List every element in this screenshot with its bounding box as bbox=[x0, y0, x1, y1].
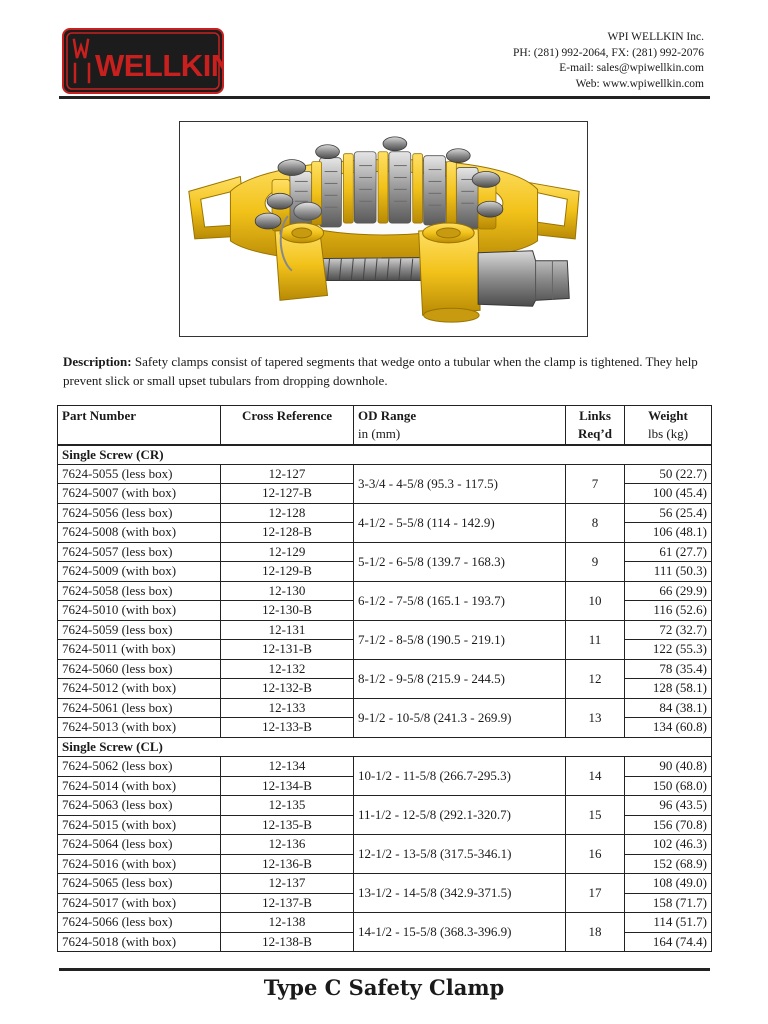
cell-links: 13 bbox=[566, 698, 625, 737]
cell-part-number: 7624-5057 (less box) bbox=[58, 542, 221, 562]
cell-weight: 84 (38.1) bbox=[625, 698, 712, 718]
cell-part-number: 7624-5055 (less box) bbox=[58, 464, 221, 484]
product-photo bbox=[179, 121, 588, 337]
cell-weight: 90 (40.8) bbox=[625, 757, 712, 777]
cell-od-range: 5-1/2 - 6-5/8 (139.7 - 168.3) bbox=[354, 542, 566, 581]
cell-weight: 122 (55.3) bbox=[625, 640, 712, 660]
cell-part-number: 7624-5063 (less box) bbox=[58, 796, 221, 816]
cell-weight: 114 (51.7) bbox=[625, 913, 712, 933]
header-part-number: Part Number bbox=[58, 406, 221, 445]
cell-part-number: 7624-5059 (less box) bbox=[58, 620, 221, 640]
cell-weight: 150 (68.0) bbox=[625, 776, 712, 796]
cell-cross-reference: 12-131-B bbox=[221, 640, 354, 660]
footer-divider bbox=[59, 968, 710, 971]
logo-text: WELLKIN bbox=[95, 48, 224, 83]
cell-links: 10 bbox=[566, 581, 625, 620]
cell-links: 7 bbox=[566, 464, 625, 503]
cell-part-number: 7624-5017 (with box) bbox=[58, 893, 221, 913]
table-section-row bbox=[58, 445, 712, 465]
table-row bbox=[58, 542, 712, 562]
cell-od-range: 11-1/2 - 12-5/8 (292.1-320.7) bbox=[354, 796, 566, 835]
cell-weight: 100 (45.4) bbox=[625, 484, 712, 504]
cell-links: 11 bbox=[566, 620, 625, 659]
cell-weight: 78 (35.4) bbox=[625, 659, 712, 679]
table-row bbox=[58, 620, 712, 640]
header-divider bbox=[59, 96, 710, 99]
cell-od-range: 3-3/4 - 4-5/8 (95.3 - 117.5) bbox=[354, 464, 566, 503]
cell-od-range: 14-1/2 - 15-5/8 (368.3-396.9) bbox=[354, 913, 566, 952]
cell-part-number: 7624-5009 (with box) bbox=[58, 562, 221, 582]
cell-links: 18 bbox=[566, 913, 625, 952]
cell-cross-reference: 12-129-B bbox=[221, 562, 354, 582]
cell-cross-reference: 12-137 bbox=[221, 874, 354, 894]
company-contact bbox=[513, 30, 704, 92]
cell-part-number: 7624-5065 (less box) bbox=[58, 874, 221, 894]
cell-cross-reference: 12-133 bbox=[221, 698, 354, 718]
cell-od-range: 13-1/2 - 14-5/8 (342.9-371.5) bbox=[354, 874, 566, 913]
cell-cross-reference: 12-129 bbox=[221, 542, 354, 562]
cell-cross-reference: 12-131 bbox=[221, 620, 354, 640]
cell-part-number: 7624-5060 (less box) bbox=[58, 659, 221, 679]
header-links: Links Req’d bbox=[566, 406, 625, 445]
cell-cross-reference: 12-127 bbox=[221, 464, 354, 484]
cell-part-number: 7624-5058 (less box) bbox=[58, 581, 221, 601]
table-row bbox=[58, 796, 712, 816]
cell-part-number: 7624-5056 (less box) bbox=[58, 503, 221, 523]
cell-weight: 158 (71.7) bbox=[625, 893, 712, 913]
cell-weight: 50 (22.7) bbox=[625, 464, 712, 484]
cell-cross-reference: 12-138 bbox=[221, 913, 354, 933]
cell-od-range: 8-1/2 - 9-5/8 (215.9 - 244.5) bbox=[354, 659, 566, 698]
cell-weight: 116 (52.6) bbox=[625, 601, 712, 621]
cell-part-number: 7624-5066 (less box) bbox=[58, 913, 221, 933]
cell-cross-reference: 12-135 bbox=[221, 796, 354, 816]
company-logo bbox=[62, 28, 224, 94]
cell-part-number: 7624-5011 (with box) bbox=[58, 640, 221, 660]
cell-cross-reference: 12-136-B bbox=[221, 854, 354, 874]
cell-links: 17 bbox=[566, 874, 625, 913]
description-text: Safety clamps consist of tapered segments that wedge onto a tubular when the clamp is tightened. They help prevent slick or small upset tubulars from dropping downhole. bbox=[63, 354, 698, 388]
table-row bbox=[58, 757, 712, 777]
description-label: Description: bbox=[63, 354, 132, 369]
cell-part-number: 7624-5062 (less box) bbox=[58, 757, 221, 777]
table-header-row bbox=[58, 406, 712, 445]
cell-part-number: 7624-5008 (with box) bbox=[58, 523, 221, 543]
cell-weight: 66 (29.9) bbox=[625, 581, 712, 601]
cell-cross-reference: 12-128-B bbox=[221, 523, 354, 543]
cell-part-number: 7624-5014 (with box) bbox=[58, 776, 221, 796]
cell-cross-reference: 12-134 bbox=[221, 757, 354, 777]
cell-cross-reference: 12-133-B bbox=[221, 718, 354, 738]
cell-part-number: 7624-5064 (less box) bbox=[58, 835, 221, 855]
cell-part-number: 7624-5012 (with box) bbox=[58, 679, 221, 699]
header-cross-reference: Cross Reference bbox=[221, 406, 354, 445]
spec-table-body bbox=[58, 445, 712, 952]
cell-weight: 156 (70.8) bbox=[625, 815, 712, 835]
cell-weight: 128 (58.1) bbox=[625, 679, 712, 699]
header-od-range: OD Range in (mm) bbox=[354, 406, 566, 445]
cell-links: 12 bbox=[566, 659, 625, 698]
cell-od-range: 12-1/2 - 13-5/8 (317.5-346.1) bbox=[354, 835, 566, 874]
cell-cross-reference: 12-130 bbox=[221, 581, 354, 601]
cell-weight: 164 (74.4) bbox=[625, 932, 712, 952]
page-title: Type C Safety Clamp bbox=[263, 975, 505, 1000]
section-title: Single Screw (CR) bbox=[58, 445, 712, 465]
cell-weight: 96 (43.5) bbox=[625, 796, 712, 816]
table-section-row bbox=[58, 737, 712, 757]
cell-weight: 102 (46.3) bbox=[625, 835, 712, 855]
cell-part-number: 7624-5007 (with box) bbox=[58, 484, 221, 504]
section-title: Single Screw (CL) bbox=[58, 737, 712, 757]
cell-cross-reference: 12-127-B bbox=[221, 484, 354, 504]
company-name: WPI WELLKIN Inc. bbox=[607, 31, 704, 43]
cell-weight: 152 (68.9) bbox=[625, 854, 712, 874]
cell-weight: 106 (48.1) bbox=[625, 523, 712, 543]
cell-part-number: 7624-5018 (with box) bbox=[58, 932, 221, 952]
cell-cross-reference: 12-134-B bbox=[221, 776, 354, 796]
cell-od-range: 6-1/2 - 7-5/8 (165.1 - 193.7) bbox=[354, 581, 566, 620]
cell-part-number: 7624-5013 (with box) bbox=[58, 718, 221, 738]
cell-part-number: 7624-5061 (less box) bbox=[58, 698, 221, 718]
cell-weight: 134 (60.8) bbox=[625, 718, 712, 738]
table-row bbox=[58, 913, 712, 933]
cell-links: 15 bbox=[566, 796, 625, 835]
cell-weight: 108 (49.0) bbox=[625, 874, 712, 894]
company-email[interactable]: E-mail: sales@wpiwellkin.com bbox=[559, 62, 704, 74]
cell-od-range: 4-1/2 - 5-5/8 (114 - 142.9) bbox=[354, 503, 566, 542]
table-row bbox=[58, 835, 712, 855]
cell-cross-reference: 12-135-B bbox=[221, 815, 354, 835]
cell-part-number: 7624-5015 (with box) bbox=[58, 815, 221, 835]
cell-cross-reference: 12-130-B bbox=[221, 601, 354, 621]
cell-cross-reference: 12-137-B bbox=[221, 893, 354, 913]
table-row bbox=[58, 659, 712, 679]
cell-weight: 56 (25.4) bbox=[625, 503, 712, 523]
cell-cross-reference: 12-136 bbox=[221, 835, 354, 855]
cell-od-range: 10-1/2 - 11-5/8 (266.7-295.3) bbox=[354, 757, 566, 796]
cell-part-number: 7624-5010 (with box) bbox=[58, 601, 221, 621]
company-web[interactable]: Web: www.wpiwellkin.com bbox=[575, 77, 704, 90]
table-row bbox=[58, 698, 712, 718]
cell-cross-reference: 12-138-B bbox=[221, 932, 354, 952]
cell-weight: 72 (32.7) bbox=[625, 620, 712, 640]
cell-cross-reference: 12-128 bbox=[221, 503, 354, 523]
spec-table bbox=[57, 405, 712, 952]
cell-od-range: 9-1/2 - 10-5/8 (241.3 - 269.9) bbox=[354, 698, 566, 737]
cell-links: 9 bbox=[566, 542, 625, 581]
cell-cross-reference: 12-132-B bbox=[221, 679, 354, 699]
cell-links: 14 bbox=[566, 757, 625, 796]
cell-od-range: 7-1/2 - 8-5/8 (190.5 - 219.1) bbox=[354, 620, 566, 659]
description bbox=[63, 352, 713, 390]
header-weight: Weight lbs (kg) bbox=[625, 406, 712, 445]
cell-part-number: 7624-5016 (with box) bbox=[58, 854, 221, 874]
table-row bbox=[58, 503, 712, 523]
cell-weight: 61 (27.7) bbox=[625, 542, 712, 562]
table-row bbox=[58, 464, 712, 484]
cell-links: 8 bbox=[566, 503, 625, 542]
table-row bbox=[58, 581, 712, 601]
company-phone-fax: PH: (281) 992-2064, FX: (281) 992-2076 bbox=[512, 46, 704, 59]
cell-links: 16 bbox=[566, 835, 625, 874]
cell-weight: 111 (50.3) bbox=[625, 562, 712, 582]
cell-cross-reference: 12-132 bbox=[221, 659, 354, 679]
table-row bbox=[58, 874, 712, 894]
